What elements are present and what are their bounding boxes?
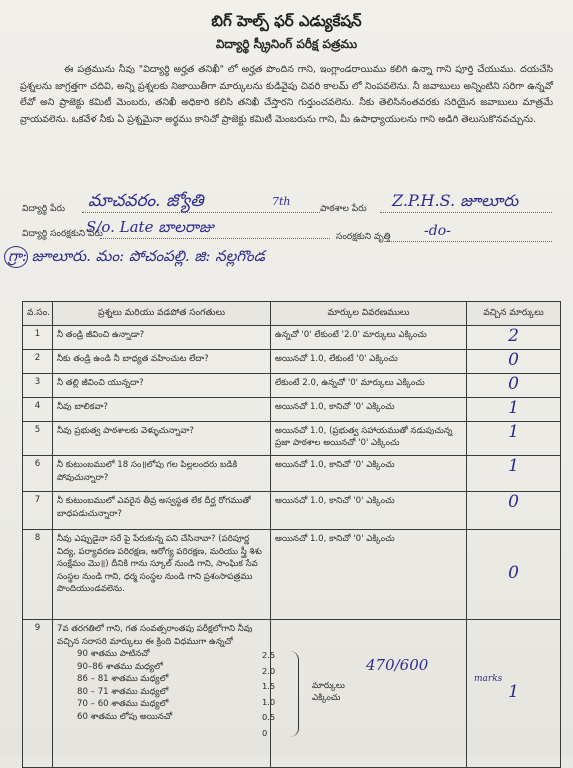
percent-range-item: 80 – 71 శాతము మధ్యలో: [77, 686, 169, 697]
row-marking-empty: [271, 620, 467, 768]
col-header-serial: వ.సం.: [23, 302, 53, 326]
row-number: 9: [23, 620, 53, 768]
row-question: నీ కుటుంబములో ఎవరైన తీవ్ర అస్వస్థత లేక దీర్ఘ రోగముతో బాధపడుచున్నారా?: [53, 492, 271, 530]
row-number: 6: [23, 456, 53, 492]
row-marking: లేకుంటే 2.0, ఉన్నచో '0' మార్కులు ఎక్కించు: [271, 374, 467, 398]
scale-value: 0.5: [262, 712, 276, 722]
table-row: [23, 398, 561, 422]
percent-range-item: 90–86 శాతము మధ్యలో: [77, 661, 163, 672]
row-number: 7: [23, 492, 53, 530]
row-question: నీవు బాలికవా?: [53, 398, 271, 422]
row-question-text: 7వ తరగతిలో గాని, గత సంవత్సరాంతపు పరీక్షలోగాని నీవు వచ్చిన సరాసరి మార్కులు ఈ క్రింది విధముగా ఉన్నచో: [57, 624, 253, 647]
scale-brace: [290, 651, 299, 737]
row-question: నీ తండ్రి జీవించి ఉన్నాడా?: [53, 326, 271, 350]
student-name-label: విద్యార్థి పేరు: [22, 204, 65, 214]
instructions-paragraph: ఈ పత్రమును నీవు "విద్యార్థి అర్హత తనిఖీ" లో అర్హత పొందిన గాని, ఇంగ్లాండరాయిము కలిగి ఉన్నా గాని పూర్తి చేయుము. దయచేసి ప్రశ్నలను జాగ్రత్తగా చదివి, అన్ని ప్రశ్నలకు నిజాయితీగా మార్కులను కుడివైపు చివరి కాలమ్ లో నింపవలెను. నీ జవాబులు అన్నింటిని సరిగా ఉన్నవో లేవో అని ప్రాజెక్టు కమిటీ మెంబరు, తనిఖీ అధికారి కలిసి తనిఖీ చేస్తారని గుర్తుంచవలెను. నీకు తెలిసినంతవరకు సరియైన జవాబులు మాత్రమే వ్రాయవలెను. ఒకవేళ నీకు ఏ ప్రశ్నమైనా అర్థము కానిచో ప్రాజెక్టు కమిటీ మెంబరును గాని, మీ ఉపాధ్యాయులను గాని అడిగి తెలుసుకొనవచ్చును.: [20, 64, 553, 125]
row-question: నీవు ప్రభుత్వ పాఠశాలకు వెళ్ళుచున్నావా?: [53, 422, 271, 456]
row-score-value: 1: [508, 456, 519, 476]
parent-name-label: విద్యార్థి సంరక్షకుని పేరు: [22, 229, 103, 239]
table-row: [23, 456, 561, 492]
marks-instruction: మార్కులు ఎక్కించు: [312, 681, 345, 703]
class-value: 7th: [272, 195, 291, 208]
table-row: [23, 374, 561, 398]
row-marking: అయినచో 1.0, లేకుంటే '0' ఎక్కించు: [271, 350, 467, 374]
occupation-label: సంరక్షకుని వృత్తి: [336, 232, 391, 242]
table-row: [23, 326, 561, 350]
col-header-score: వచ్చిన మార్కులు: [467, 302, 561, 326]
address-value: గ్రా: జూలూరు. మం: పోచంపల్లి. జి: నల్లగొండ: [8, 247, 265, 265]
table-row: [23, 422, 561, 456]
school-name-value: Z.P.H.S. జూలూరు: [392, 191, 519, 210]
row-score[interactable]: [467, 326, 561, 350]
table-row: [23, 350, 561, 374]
row-marking: అయినచో 1.0, కానిచో '0' ఎక్కించు: [271, 456, 467, 492]
col-header-question: ప్రశ్నలు మరియు వడపోత సంగతులు: [53, 302, 271, 326]
row-question: నీ తల్లి జీవించి యున్నదా?: [53, 374, 271, 398]
row-score-value: 0: [508, 563, 519, 583]
table-row: [23, 530, 561, 620]
row-score[interactable]: [467, 374, 561, 398]
percent-range-item: 70 – 60 శాతము మధ్యలో: [77, 699, 169, 709]
row-score-value: 0: [508, 374, 519, 394]
row-score-value: 0: [508, 492, 519, 512]
row-score-value: 1: [508, 398, 519, 418]
scale-value: 0: [262, 727, 268, 738]
row-score-value: 1: [508, 422, 519, 442]
row-score-value: 0: [508, 350, 519, 370]
row-number: 2: [23, 350, 53, 374]
row-score-value: 1: [508, 682, 519, 702]
row-number: 4: [23, 398, 53, 422]
scale-value: 2.5: [262, 650, 276, 660]
occupation-value: -do-: [424, 223, 451, 239]
row-score[interactable]: [467, 422, 561, 456]
form-subtitle: విద్యార్థి స్క్రీనింగ్ పరీక్ష పత్రము: [215, 37, 358, 51]
scale-value: 1.5: [262, 681, 276, 691]
percent-range-item: 60 శాతము లోపు అయినచో: [77, 711, 173, 722]
student-name-value: మాచవరం. జ్యోతి: [88, 191, 204, 211]
occupation-line: [388, 241, 552, 242]
row-marking: అయినచో 1.0, కానిచో '0' ఎక్కించు: [271, 398, 467, 422]
row-question: నీవు ఎప్పుడైనా సరే పై పేరుకున్న పని చేసినావా? (పరిపూర్ణ విద్య, పర్యావరణ పరిరక్షణ, ఆరోగ్య పరిరక్షణ, మరియు స్త్రీ శిశు సంక్షేమం మొ॥) దీనికి గాను స్కూల్ నుండి గాని, సాంఘిక సేవ సంస్థల నుండి గాని, ధర్మ సంస్థల నుండి గాని ప్రశంసాపత్రము పొందియుండవలెను.: [53, 530, 271, 620]
scale-value: 1.0: [262, 696, 276, 707]
row-score[interactable]: [467, 620, 561, 768]
col-header-marking: మార్కుల వివరణములు: [271, 302, 467, 326]
handwritten-marks-unit: marks: [474, 674, 503, 684]
row-marking: అయినచో 1.0, కానిచో '0' ఎక్కించు: [271, 530, 467, 620]
percent-range-item: 90 శాతము పాటినచో: [77, 649, 150, 659]
form-title: బిగ్ హెల్ప్ ఫర్ ఎడ్యుకేషన్: [211, 12, 362, 30]
scale-value: 2.0: [262, 665, 276, 676]
table-header-row: [23, 302, 561, 326]
row-score[interactable]: [467, 492, 561, 530]
handwritten-total-marks: 470/600: [366, 656, 429, 674]
row-marking: అయినచో 1.0, కానిచో '0' ఎక్కించు: [271, 492, 467, 530]
parent-name-value: S/o. Late బాలరాజు: [86, 218, 214, 236]
row-marking: అయినచో 1.0, (ప్రభుత్వ సహాయముతో నడుపుచున్న ప్రజా పాఠశాల అయినచో '0' ఎక్కించు: [271, 422, 467, 456]
row-question: నీ కుటుంబములో 18 సం॥లోపు గల పిల్లలందరు బడికి పోవుచున్నారా?: [53, 456, 271, 492]
marks-scale: [262, 648, 275, 741]
school-name-label: పాఠశాల పేరు: [320, 204, 367, 214]
row-score[interactable]: [467, 530, 561, 620]
row-number: 1: [23, 326, 53, 350]
row-number: 3: [23, 374, 53, 398]
row-number: 5: [23, 422, 53, 456]
row-question: నీకు తండ్రి ఉండి నీ బాధ్యత వహించుట లేదా?: [53, 350, 271, 374]
row-score[interactable]: [467, 398, 561, 422]
row-score[interactable]: [467, 456, 561, 492]
row-score-value: 2: [508, 326, 519, 346]
row-question: [53, 620, 271, 768]
row-number: 8: [23, 530, 53, 620]
row-marking: ఉన్నచో '0' లేకుంటే '2.0' మార్కులు ఎక్కించు: [271, 326, 467, 350]
row-score[interactable]: [467, 350, 561, 374]
percent-range-item: 86 – 81 శాతము మధ్యలో: [77, 674, 169, 684]
table-row: [23, 492, 561, 530]
